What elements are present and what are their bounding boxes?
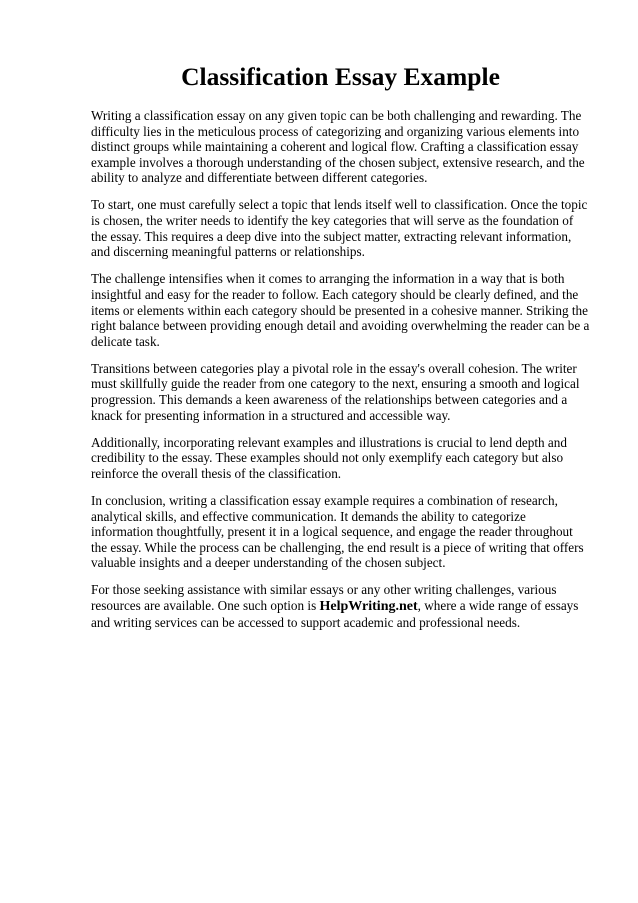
helpwriting-link[interactable]: HelpWriting.net xyxy=(319,599,418,615)
paragraph-topic-selection: To start, one must carefully select a topic that lends itself well to classification. Once the topic is chosen, the writer needs to identify the key categories that will serve as the foundation of the essay. This requires a deep dive into the subject matter, extracting relevant information, and discerning meaningful patterns or relationships. xyxy=(91,197,588,260)
paragraph-intro: Writing a classification essay on any given topic can be both challenging and rewarding. The difficulty lies in the meticulous process of categorizing and organizing various elements into distinct groups while maintaining a coherent and logical flow. Crafting a classification essay example involves a thorough understanding of the chosen subject, extensive research, and the ability to analyze and differentiate between different categories. xyxy=(91,108,585,186)
paragraph-examples: Additionally, incorporating relevant examples and illustrations is crucial to lend depth and credibility to the essay. These examples should not only exemplify each category but also reinforce the overall thesis of the classification. xyxy=(91,434,567,481)
paragraph-conclusion: In conclusion, writing a classification essay example requires a combination of research, analytical skills, and effective communication. It demands the ability to categorize information thoughtfully, present it in a logical sequence, and engage the reader throughout the essay. While the process can be challenging, the end result is a piece of writing that offers valuable insights and a deeper understanding of the chosen subject. xyxy=(91,492,584,571)
paragraph-transitions: Transitions between categories play a pivotal role in the essay's overall cohesion. The writer must skillfully guide the reader from one category to the next, ensuring a smooth and logical progression. This demands a keen awareness of the relationships between categories and a knack for presenting information in a structured and accessible way. xyxy=(91,360,580,423)
resources-text-before-link: For those seeking assistance with similar essays or any other writing challenges, various resources are available. One such option is xyxy=(91,582,557,614)
paragraph-resources xyxy=(91,582,590,630)
resources-text-after-link: , where a wide range of essays and writing services can be accessed to support academic and professional needs. xyxy=(91,598,579,630)
paragraph-arranging-information: The challenge intensifies when it comes to arranging the information in a way that is both insightful and easy for the reader to follow. Each category should be clearly defined, and the items or elements within each category should be presented in a cohesive manner. Striking the right balance between providing enough detail and avoiding overwhelming the reader can be a delicate task. xyxy=(91,271,590,349)
document-title: Classification Essay Example xyxy=(181,62,500,91)
